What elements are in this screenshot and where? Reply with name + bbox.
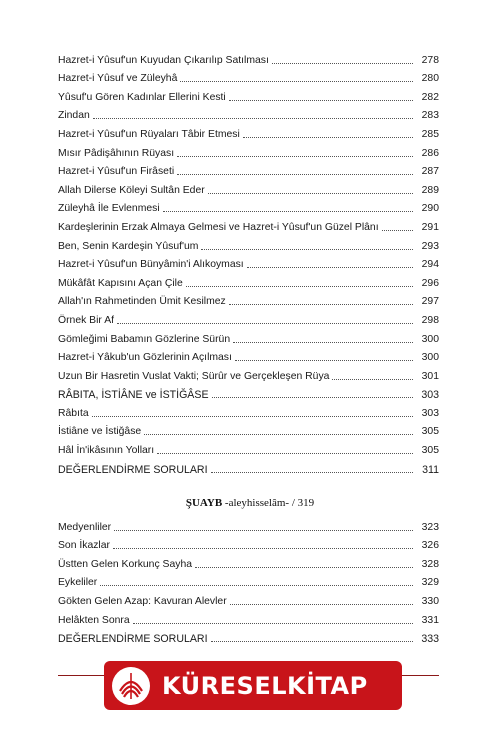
toc-entry bbox=[58, 608, 439, 627]
toc-entry-page: 280 bbox=[421, 73, 439, 85]
toc-entry bbox=[58, 327, 439, 346]
dot-leader bbox=[92, 416, 413, 417]
toc-entry bbox=[58, 271, 439, 290]
toc-entry-title: Allah'ın Rahmetinden Ümit Kesilmez bbox=[58, 296, 226, 308]
toc-entry-page: 285 bbox=[421, 128, 439, 140]
dot-leader bbox=[208, 193, 413, 194]
toc-entry-title: Medyenliler bbox=[58, 521, 112, 533]
brand-name: KÜRESELKİTAP bbox=[162, 671, 368, 700]
globe-icon bbox=[112, 667, 150, 705]
toc-entry-page: 305 bbox=[421, 426, 439, 438]
toc-entry bbox=[58, 197, 439, 216]
toc-entry-page: 303 bbox=[421, 407, 439, 419]
toc-entry-title: RÂBITA, İSTİÂNE ve İSTİĞÂSE bbox=[58, 389, 209, 402]
toc-entry-title: Yûsuf'u Gören Kadınlar Ellerini Kesti bbox=[58, 91, 226, 103]
toc-entry-title: Hazret-i Yâkub'un Gözlerinin Açılması bbox=[58, 352, 232, 364]
toc-entry-page: 291 bbox=[421, 221, 439, 233]
toc-entry-page: 329 bbox=[421, 577, 439, 589]
dot-leader bbox=[177, 174, 413, 175]
toc-entry bbox=[58, 85, 439, 104]
toc-entry-page: 301 bbox=[421, 370, 439, 382]
toc-entry bbox=[58, 401, 439, 420]
toc-entry-title: İstiâne ve İstiğâse bbox=[58, 426, 142, 438]
toc-entry-page: 305 bbox=[421, 445, 439, 457]
toc-entry bbox=[58, 571, 439, 590]
toc-entry-title: Hazret-i Yûsuf ve Züleyhâ bbox=[58, 73, 178, 85]
toc-entry-page: 290 bbox=[421, 203, 439, 215]
toc-entry-page: 303 bbox=[421, 389, 439, 402]
toc-entry bbox=[58, 383, 439, 402]
toc-entry-page: 282 bbox=[421, 91, 439, 103]
toc-entry-page: 296 bbox=[421, 277, 439, 289]
toc-entry bbox=[58, 253, 439, 272]
dot-leader bbox=[230, 604, 413, 605]
toc-entry-title: Gökten Gelen Azap: Kavuran Alevler bbox=[58, 595, 227, 607]
toc-entry-page: 323 bbox=[421, 521, 439, 533]
toc-entry-page: 330 bbox=[421, 595, 439, 607]
toc-list-part-1 bbox=[58, 48, 439, 476]
toc-entry bbox=[58, 104, 439, 123]
toc-entry-title: Eykeliler bbox=[58, 577, 98, 589]
toc-entry-page: 297 bbox=[421, 296, 439, 308]
toc-entry-title: Helâkten Sonra bbox=[58, 614, 130, 626]
toc-entry-page: 289 bbox=[421, 184, 439, 196]
toc-entry-page: 278 bbox=[421, 54, 439, 66]
toc-entry bbox=[58, 457, 439, 476]
toc-entry-title: Uzun Bir Hasretin Vuslat Vakti; Sürûr ve Gerçekleşen Rüya bbox=[58, 370, 330, 382]
dot-leader bbox=[180, 81, 413, 82]
toc-entry-page: 283 bbox=[421, 110, 439, 122]
dot-leader bbox=[133, 623, 413, 624]
toc-entry-title: Züleyhâ İle Evlenmesi bbox=[58, 203, 160, 215]
toc-entry bbox=[58, 420, 439, 439]
toc-entry-title: Zindan bbox=[58, 110, 90, 122]
dot-leader bbox=[144, 434, 413, 435]
section-page: / 319 bbox=[291, 497, 315, 509]
publisher-logo bbox=[104, 661, 402, 710]
toc-entry bbox=[58, 215, 439, 234]
toc-entry bbox=[58, 589, 439, 608]
dot-leader bbox=[272, 63, 413, 64]
toc-entry-page: 311 bbox=[422, 463, 439, 476]
toc-entry-page: 300 bbox=[421, 352, 439, 364]
toc-entry bbox=[58, 234, 439, 253]
section-heading bbox=[0, 497, 500, 509]
toc-entry-title: DEĞERLENDİRME SORULARI bbox=[58, 463, 208, 476]
dot-leader bbox=[212, 397, 413, 398]
toc-entry-title: Gömleğimi Babamın Gözlerine Sürün bbox=[58, 333, 231, 345]
toc-list-part-2 bbox=[58, 515, 439, 645]
dot-leader bbox=[382, 230, 413, 231]
dot-leader bbox=[157, 453, 413, 454]
dot-leader bbox=[114, 530, 413, 531]
dot-leader bbox=[211, 641, 413, 642]
section-name: ŞUAYB bbox=[185, 497, 223, 509]
dot-leader bbox=[235, 360, 413, 361]
dot-leader bbox=[243, 137, 413, 138]
toc-entry-title: Üstten Gelen Korkunç Sayha bbox=[58, 558, 192, 570]
toc-entry-page: 287 bbox=[421, 166, 439, 178]
toc-entry bbox=[58, 534, 439, 553]
toc-entry bbox=[58, 67, 439, 86]
dot-leader bbox=[211, 472, 413, 473]
toc-entry bbox=[58, 515, 439, 534]
toc-entry-page: 326 bbox=[421, 540, 439, 552]
toc-entry bbox=[58, 346, 439, 365]
dot-leader bbox=[332, 379, 413, 380]
dot-leader bbox=[163, 211, 413, 212]
toc-entry bbox=[58, 48, 439, 67]
dot-leader bbox=[100, 585, 413, 586]
toc-entry-title: Hâl İn'ikâsının Yolları bbox=[58, 445, 155, 457]
toc-entry bbox=[58, 627, 439, 646]
toc-entry-title: Hazret-i Yûsuf'un Kuyudan Çıkarılıp Satılması bbox=[58, 54, 269, 66]
toc-entry-title: Kardeşlerinin Erzak Almaya Gelmesi ve Hazret-i Yûsuf'un Güzel Plânı bbox=[58, 221, 379, 233]
toc-entry-title: Râbıta bbox=[58, 407, 89, 419]
dot-leader bbox=[195, 567, 413, 568]
toc-entry bbox=[58, 122, 439, 141]
toc-entry bbox=[58, 178, 439, 197]
toc-entry-page: 298 bbox=[421, 314, 439, 326]
toc-entry-title: Hazret-i Yûsuf'un Firâseti bbox=[58, 166, 175, 178]
toc-entry bbox=[58, 290, 439, 309]
toc-entry-page: 286 bbox=[421, 147, 439, 159]
toc-entry-title: Mükâfât Kapısını Açan Çile bbox=[58, 277, 183, 289]
toc-entry-page: 331 bbox=[421, 614, 439, 626]
toc-entry-title: Hazret-i Yûsuf'un Rüyaları Tâbir Etmesi bbox=[58, 128, 240, 140]
toc-entry-title: Allah Dilerse Köleyi Sultân Eder bbox=[58, 184, 205, 196]
toc-entry-page: 328 bbox=[421, 558, 439, 570]
toc-entry bbox=[58, 438, 439, 457]
toc-entry bbox=[58, 160, 439, 179]
toc-entry-page: 294 bbox=[421, 259, 439, 271]
toc-entry-title: Ben, Senin Kardeşin Yûsuf'um bbox=[58, 240, 199, 252]
toc-entry-title: DEĞERLENDİRME SORULARI bbox=[58, 633, 208, 646]
toc-entry bbox=[58, 308, 439, 327]
dot-leader bbox=[113, 548, 413, 549]
dot-leader bbox=[229, 100, 413, 101]
toc-entry-title: Örnek Bir Af bbox=[58, 314, 115, 326]
toc-entry-title: Hazret-i Yûsuf'un Bünyâmin'i Alıkoyması bbox=[58, 259, 244, 271]
toc-entry-page: 293 bbox=[421, 240, 439, 252]
toc-entry bbox=[58, 364, 439, 383]
toc-entry-page: 300 bbox=[421, 333, 439, 345]
dot-leader bbox=[233, 342, 413, 343]
toc-entry-title: Mısır Pâdişâhının Rüyası bbox=[58, 147, 175, 159]
toc-entry bbox=[58, 141, 439, 160]
section-suffix: -aleyhisselâm- bbox=[224, 497, 290, 509]
dot-leader bbox=[93, 118, 413, 119]
dot-leader bbox=[177, 156, 413, 157]
dot-leader bbox=[186, 286, 413, 287]
dot-leader bbox=[201, 249, 413, 250]
toc-entry-page: 333 bbox=[421, 633, 439, 646]
dot-leader bbox=[247, 267, 413, 268]
dot-leader bbox=[229, 304, 413, 305]
dot-leader bbox=[117, 323, 413, 324]
toc-entry bbox=[58, 552, 439, 571]
toc-entry-title: Son İkazlar bbox=[58, 540, 110, 552]
